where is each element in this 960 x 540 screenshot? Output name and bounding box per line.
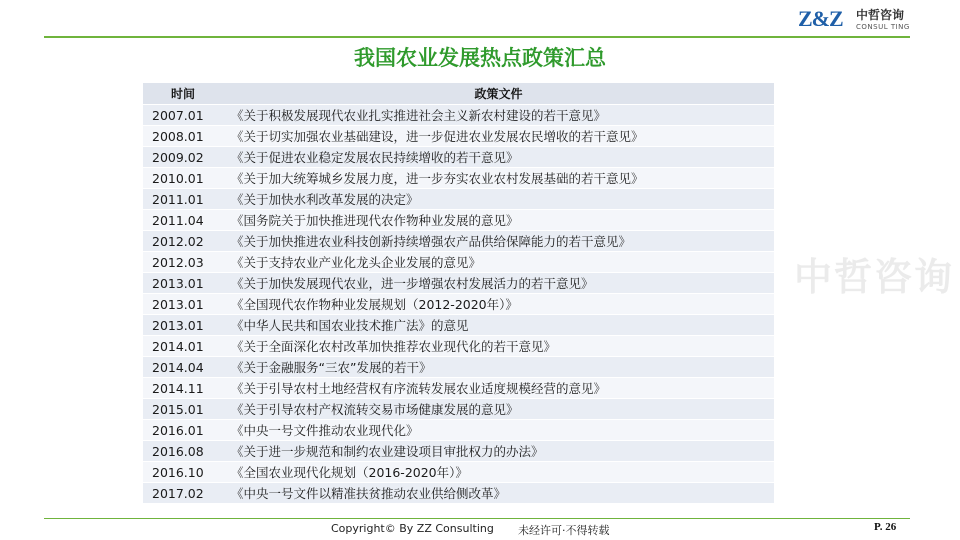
policy-document: 《全国农业现代化规划（2016-2020年）》: [223, 462, 774, 483]
policy-document: 《关于金融服务“三农”发展的若干》: [223, 357, 774, 378]
policy-date: 2011.01: [143, 189, 223, 210]
policy-document: 《关于促进农业稳定发展农民持续增收的若干意见》: [223, 147, 774, 168]
policy-date: 2016.01: [143, 420, 223, 441]
footer-divider: [44, 518, 910, 519]
table-row: [143, 462, 774, 483]
table-row: [143, 105, 774, 126]
policy-document: 《关于加大统筹城乡发展力度，进一步夯实农业农村发展基础的若干意见》: [223, 168, 774, 189]
slide-title: 我国农业发展热点政策汇总: [354, 46, 606, 70]
policy-document: 《中华人民共和国农业技术推广法》的意见: [223, 315, 774, 336]
table-row: [143, 399, 774, 420]
policy-document: 《关于支持农业产业化龙头企业发展的意见》: [223, 252, 774, 273]
header-divider: [44, 36, 910, 38]
table-row: [143, 294, 774, 315]
table-row: [143, 357, 774, 378]
table-row: [143, 147, 774, 168]
policy-date: 2015.01: [143, 399, 223, 420]
policy-date: 2014.01: [143, 336, 223, 357]
table-row: [143, 378, 774, 399]
reprint-notice: 未经许可·不得转载: [518, 524, 610, 537]
policy-document: 《关于加快推进农业科技创新持续增强农产品供给保障能力的若干意见》: [223, 231, 774, 252]
company-logo: [798, 4, 918, 34]
policy-date: 2016.10: [143, 462, 223, 483]
table-row: [143, 252, 774, 273]
table-row: [143, 231, 774, 252]
policy-document: 《关于切实加强农业基础建设，进一步促进农业发展农民增收的若干意见》: [223, 126, 774, 147]
policy-date: 2013.01: [143, 315, 223, 336]
policy-document: 《关于引导农村产权流转交易市场健康发展的意见》: [223, 399, 774, 420]
policy-document: 《关于全面深化农村改革加快推荐农业现代化的若干意见》: [223, 336, 774, 357]
table-row: [143, 441, 774, 462]
policy-date: 2013.01: [143, 273, 223, 294]
table-row: [143, 189, 774, 210]
table-row: [143, 210, 774, 231]
policy-document: 《关于加快水利改革发展的决定》: [223, 189, 774, 210]
policy-date: 2017.02: [143, 483, 223, 504]
column-header-date: 时间: [143, 83, 223, 105]
policy-date: 2011.04: [143, 210, 223, 231]
policy-date: 2014.04: [143, 357, 223, 378]
policy-date: 2012.02: [143, 231, 223, 252]
table-row: [143, 168, 774, 189]
table-row: [143, 273, 774, 294]
logo-mark: Z&Z: [798, 6, 843, 31]
policy-date: 2007.01: [143, 105, 223, 126]
watermark: 中哲咨询: [794, 255, 955, 299]
table-row: [143, 483, 774, 504]
policy-table: [143, 83, 774, 503]
policy-document: 《关于进一步规范和制约农业建设项目审批权力的办法》: [223, 441, 774, 462]
policy-document: 《关于加快发展现代农业，进一步增强农村发展活力的若干意见》: [223, 273, 774, 294]
policy-document: 《国务院关于加快推进现代农作物种业发展的意见》: [223, 210, 774, 231]
policy-document: 《全国现代农作物种业发展规划（2012-2020年）》: [223, 294, 774, 315]
policy-date: 2014.11: [143, 378, 223, 399]
table-row: [143, 420, 774, 441]
column-header-document: 政策文件: [223, 83, 774, 105]
table-row: [143, 336, 774, 357]
policy-document: 《中央一号文件推动农业现代化》: [223, 420, 774, 441]
logo-english-name: CONSUL TING: [856, 23, 910, 31]
policy-date: 2016.08: [143, 441, 223, 462]
policy-date: 2012.03: [143, 252, 223, 273]
policy-date: 2013.01: [143, 294, 223, 315]
copyright-text: Copyright© By ZZ Consulting: [331, 522, 494, 535]
policy-date: 2008.01: [143, 126, 223, 147]
policy-date: 2009.02: [143, 147, 223, 168]
policy-document: 《中央一号文件以精准扶贫推动农业供给侧改革》: [223, 483, 774, 504]
table-row: [143, 315, 774, 336]
policy-document: 《关于引导农村土地经营权有序流转发展农业适度规模经营的意见》: [223, 378, 774, 399]
table-row: [143, 126, 774, 147]
policy-document: 《关于积极发展现代农业扎实推进社会主义新农村建设的若干意见》: [223, 105, 774, 126]
page-number: P. 26: [874, 521, 897, 533]
table-header-row: [143, 83, 774, 105]
logo-chinese-name: 中哲咨询: [856, 8, 905, 22]
policy-date: 2010.01: [143, 168, 223, 189]
